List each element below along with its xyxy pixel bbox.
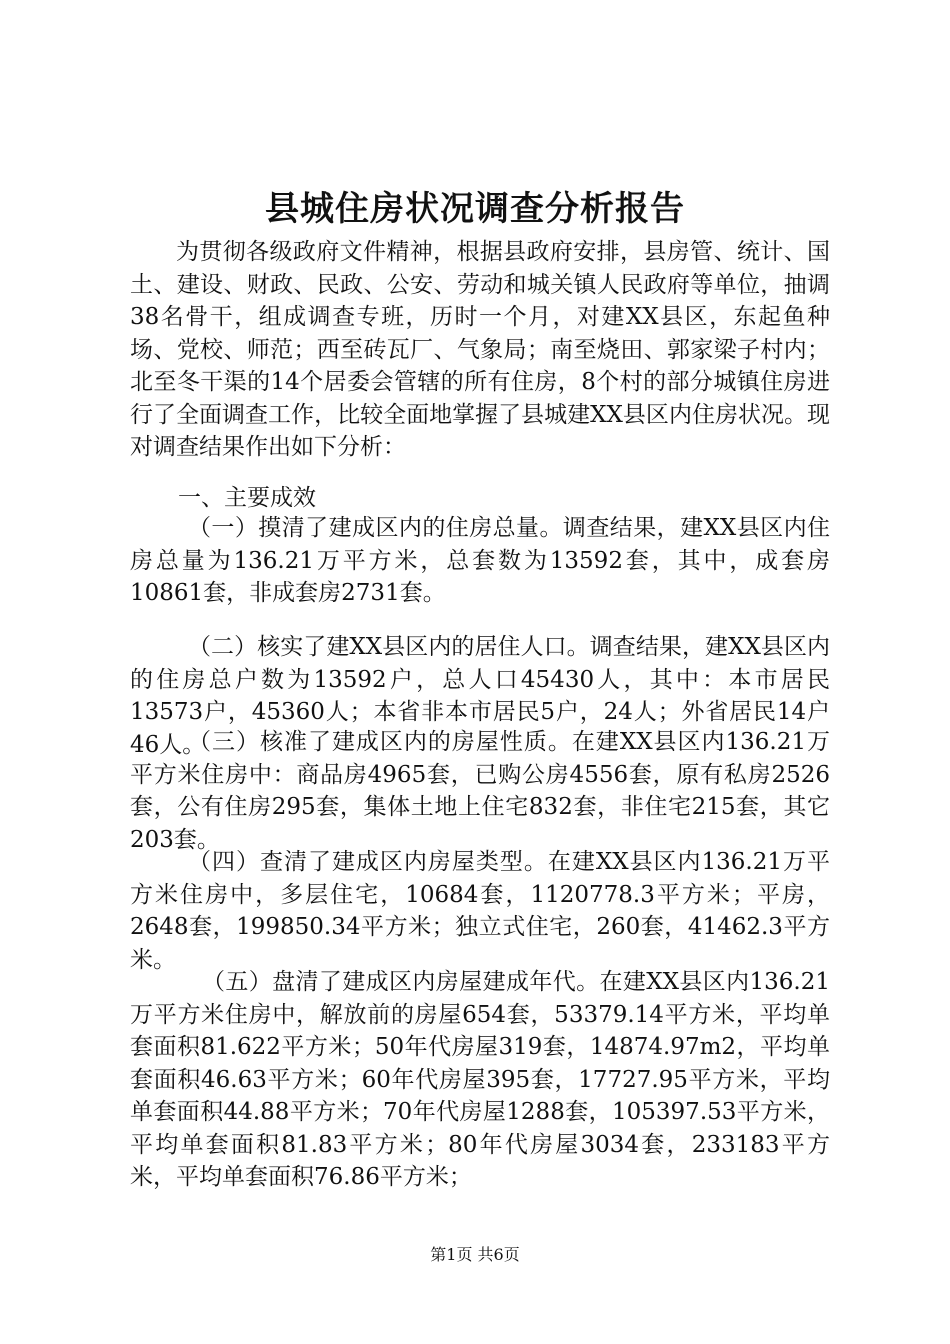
paragraph-1: （一）摸清了建成区内的住房总量。调查结果，建XX县区内住房总量为136.21万平方米，总套数为13592套，其中，成套房10861套，非成套房2731套。	[130, 515, 830, 606]
intro-paragraph: 为贯彻各级政府文件精神，根据县政府安排，县房管、统计、国土、建设、财政、民政、公安、劳动和城关镇人民政府等单位，抽调38名骨干，组成调查专班，历时一个月，对建XX县区，东起鱼种场、党校、师范；西至砖瓦厂、气象局；南至烧田、郭家梁子村内；北至冬干渠的14个居委会管辖的所有住房，8个村的部分城镇住房进行了全面调查工作，比较全面地掌握了县城建XX县区内住房状况。现对调查结果作出如下分析：	[130, 239, 830, 460]
paragraph-4: （四）查清了建成区内房屋类型。在建XX县区内136.21万平方米住房中，多层住宅，10684套，1120778.3平方米；平房，2648套，199850.34平方米；独立式住宅，260套，41462.3平方米。	[130, 849, 830, 973]
paragraph-3: （三）核准了建成区内的房屋性质。在建XX县区内136.21万平方米住房中：商品房4965套，已购公房4556套，原有私房2526套，公有住房295套，集体土地上住宅832套，非住宅215套，其它203套。	[130, 729, 830, 853]
page-footer: 第1页 共6页	[430, 1245, 520, 1264]
document-title: 县城住房状况调查分析报告	[265, 189, 685, 229]
paragraph-5: （五）盘清了建成区内房屋建成年代。在建XX县区内136.21万平方米住房中，解放前的房屋654套，53379.14平方米，平均单套面积81.622平方米；50年代房屋319套，14874.97m2，平均单套面积46.63平方米；60年代房屋395套，17727.95平方米，平均单套面积44.88平方米；70年代房屋1288套，105397.53平方米，平均单套面积81.83平方米；80年代房屋3034套，233183平方米，平均单套面积76.86平方米；	[130, 969, 830, 1190]
section-heading: 一、主要成效	[178, 485, 316, 511]
paragraph-2: （二）核实了建XX县区内的居住人口。调查结果，建XX县区内的住房总户数为13592户，总人口45430人，其中：本市居民13573户，45360人；本省非本市居民5户，24人；外省居民14户46人。	[130, 634, 830, 758]
